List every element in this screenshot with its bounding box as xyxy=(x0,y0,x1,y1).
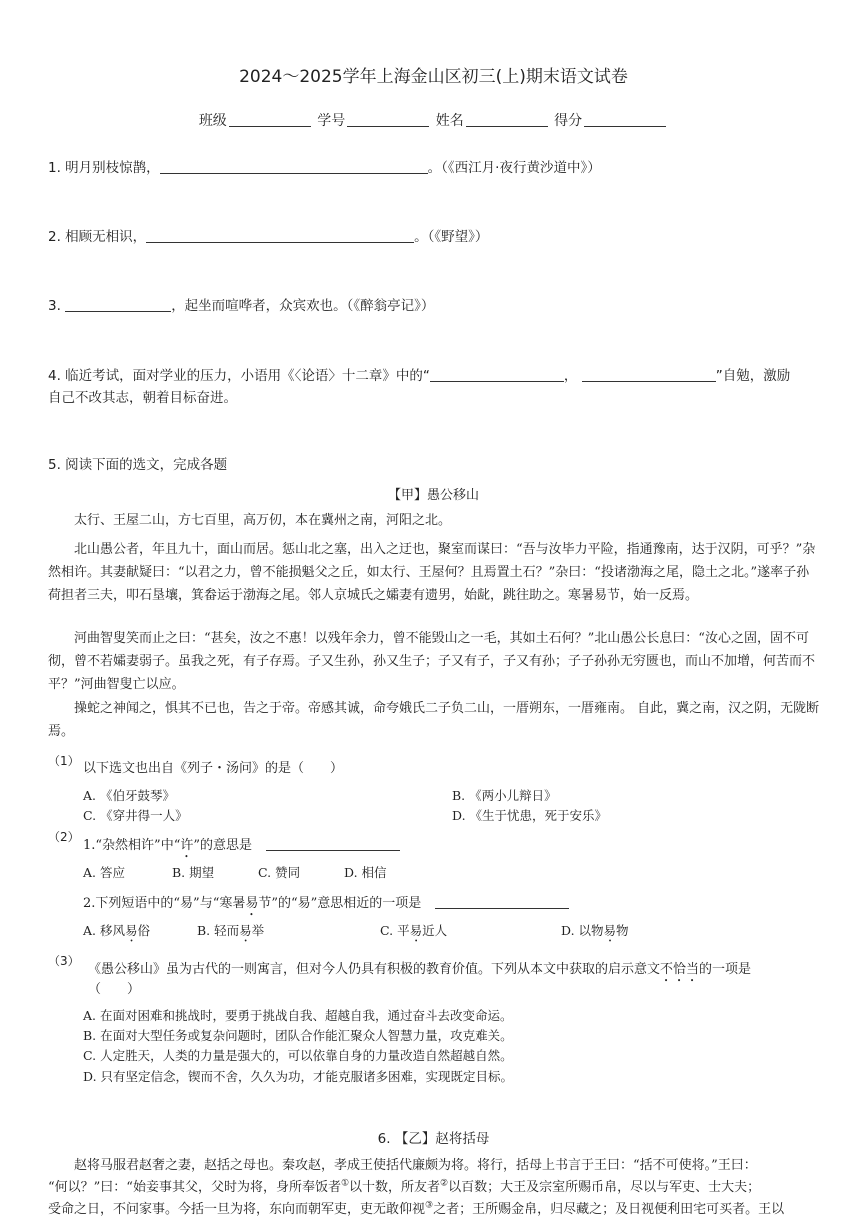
option-c[interactable]: C. 《穿井得一人》 xyxy=(83,808,188,823)
sub-question-label: （3） xyxy=(48,954,80,968)
question-6-heading: 6. 【乙】赵将括母 xyxy=(377,1131,490,1147)
passage-paragraph: 北山愚公者，年且九十，面山而居。惩山北之塞，出入之迂也，聚室而谋曰：“吾与汝毕力平险，指通豫南，达于汉阴，可乎？”杂然相许。其妻献疑曰：“以君之力，曾不能损魁父之丘，如太行、王屋何？且焉置土石？”杂曰：“投诸渤海之尾，隐土之北。”遂率子孙荷担者三夫，叩石垦壤，箕畚运于渤海之尾。邻人京城氏之孀妻有遗男，始龀，跳往助之。寒暑易节，始一反焉。 xyxy=(48,542,816,603)
option-c[interactable]: C. 平易近人 xyxy=(380,923,448,938)
sub-question-label: （2） xyxy=(48,830,80,844)
answer-blank[interactable] xyxy=(160,173,428,174)
score-field[interactable] xyxy=(584,126,666,127)
passage-line: “何以？”曰：“始妾事其父，父时为将，身所奉饭者①以十数，所友者②以百数；大王及宗室所赐币帛，尽以与军吏、士大夫； xyxy=(48,1178,761,1195)
option-d[interactable]: D. 以物易物 xyxy=(561,923,629,938)
option-c[interactable]: C. 赞同 xyxy=(258,865,301,880)
passage-line: 受命之日，不问家事。今括一旦为将，东向而朝军吏，吏无敢仰视③之者；王所赐金帛，归尽藏之；及日视便利田宅可买者。王以 xyxy=(48,1200,785,1217)
answer-blank-1[interactable] xyxy=(430,381,564,382)
name-label: 姓名 xyxy=(435,113,464,129)
sub-question-1-stem: 以下选文也出自《列子・汤问》的是（ ） xyxy=(83,761,344,776)
score-label: 得分 xyxy=(554,113,583,129)
question-5-heading: 5. 阅读下面的选文，完成各题 xyxy=(48,457,228,473)
question-1: 1. 明月别枝惊鹊， 。（《西江月·夜行黄沙道中》） xyxy=(48,160,601,176)
answer-blank-2[interactable] xyxy=(582,381,716,382)
name-field[interactable] xyxy=(466,126,548,127)
option-b[interactable]: B. 在面对大型任务或复杂问题时，团队合作能汇聚众人智慧力量，攻克难关。 xyxy=(83,1028,513,1043)
sub-question-2-item-1: 1.“杂然相许”中“许”的意思是 xyxy=(83,834,400,861)
answer-blank[interactable] xyxy=(266,850,400,851)
sub-question-2-item-2: 2.下列短语中的“易”与“寒暑易节”的“易”意思相近的一项是 xyxy=(83,892,569,919)
passage-paragraph: 太行、王屋二山，方七百里，高万仞，本在冀州之南，河阳之北。 xyxy=(74,513,452,528)
option-a[interactable]: A. 在面对困难和挑战时，要勇于挑战自我、超越自我，通过奋斗去改变命运。 xyxy=(83,1008,513,1023)
answer-blank[interactable] xyxy=(435,908,569,909)
option-c[interactable]: C. 人定胜天，人类的力量是强大的，可以依靠自身的力量改造自然超越自然。 xyxy=(83,1048,513,1063)
answer-blank[interactable] xyxy=(146,242,414,243)
number-label: 学号 xyxy=(317,113,346,129)
answer-paren: （ ） xyxy=(88,982,141,997)
option-b[interactable]: B. 《两小儿辩日》 xyxy=(452,788,557,803)
question-3: 3. ，起坐而喧哗者，众宾欢也。（《醉翁亭记》） xyxy=(48,298,435,314)
sub-question-label: （1） xyxy=(48,754,80,768)
option-b[interactable]: B. 轻而易举 xyxy=(197,923,265,938)
option-d[interactable]: D. 相信 xyxy=(344,865,387,880)
question-4: 4. 临近考试，面对学业的压力，小语用《〈论语〉十二章》中的“ ， ”自勉，激励 自己不改其志，朝着目标奋进。 xyxy=(48,368,791,406)
exam-title: 2024～2025学年上海金山区初三(上)期末语文试卷 xyxy=(239,67,628,87)
passage-paragraph: 河曲智叟笑而止之曰：“甚矣，汝之不惠！以残年余力，曾不能毁山之一毛，其如土石何？”北山愚公长息曰：“汝心之固，固不可彻，曾不若孀妻弱子。虽我之死，有子存焉。子又生孙，孙又生子；子又有子，子又有孙；子子孙孙无穷匮也，而山不加增，何苦而不平？”河曲智叟亡以应。 xyxy=(48,631,816,692)
passage-paragraph: 操蛇之神闻之，惧其不已也，告之于帝。帝感其诚，命夸娥氏二子负二山，一厝朔东，一厝雍南。 自此，冀之南，汉之阴，无陇断焉。 xyxy=(48,701,820,739)
answer-blank[interactable] xyxy=(65,311,171,312)
option-a[interactable]: A. 答应 xyxy=(83,865,125,880)
number-field[interactable] xyxy=(347,126,429,127)
sub-question-3-stem: 《愚公移山》虽为古代的一则寓言，但对今人仍具有积极的教育价值。下列从本文中获取的启示意文不恰当的一项是 xyxy=(88,962,752,977)
passage-line: 赵将马服君赵奢之妻，赵括之母也。秦攻赵，孝成王使括代廉颇为将。将行，括母上书言于王曰：“括不可使将。”王曰： xyxy=(74,1158,757,1173)
class-field[interactable] xyxy=(229,126,311,127)
passage-title-jia: 【甲】愚公移山 xyxy=(387,488,479,503)
option-a[interactable]: A. 移风易俗 xyxy=(83,923,151,938)
option-a[interactable]: A. 《伯牙鼓琴》 xyxy=(83,788,175,803)
student-info-line xyxy=(0,110,867,130)
question-2: 2. 相顾无相识， 。（《野望》） xyxy=(48,229,489,245)
class-label: 班级 xyxy=(198,113,227,129)
option-d[interactable]: D. 《生于忧患，死于安乐》 xyxy=(452,808,608,823)
option-b[interactable]: B. 期望 xyxy=(172,865,215,880)
option-d[interactable]: D. 只有坚定信念，锲而不舍，久久为功，才能克服诸多困难，实现既定目标。 xyxy=(83,1069,514,1084)
